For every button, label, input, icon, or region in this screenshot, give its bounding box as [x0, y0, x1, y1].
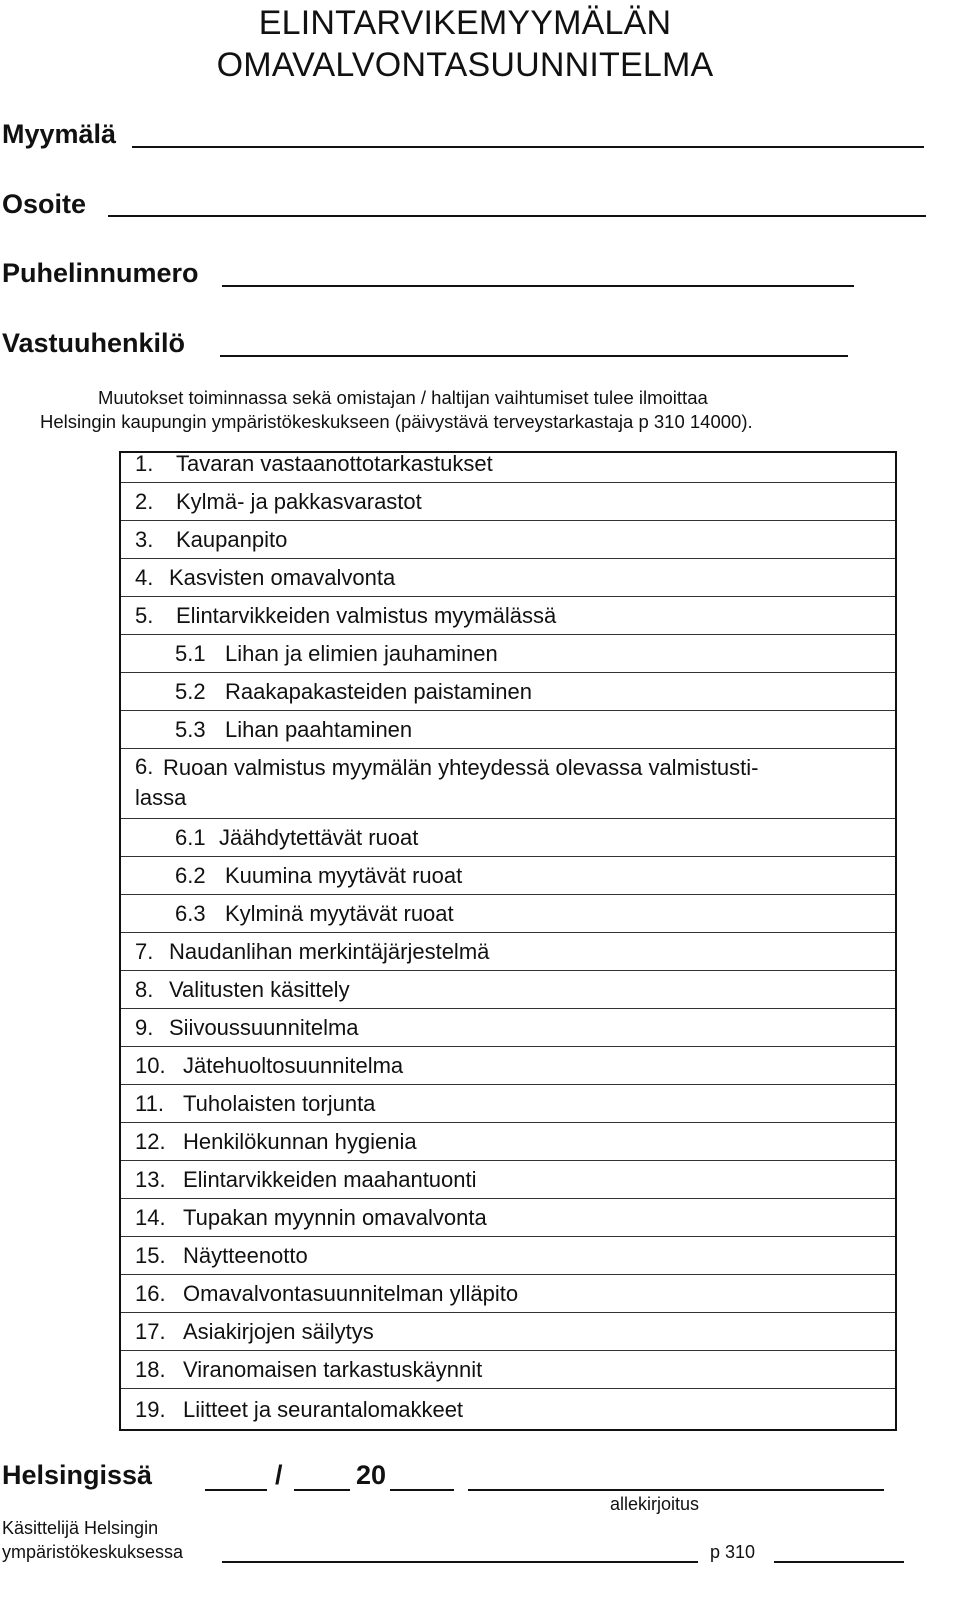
contents-item-number: 4. — [135, 565, 154, 590]
contents-item — [121, 857, 895, 895]
contents-list — [119, 451, 897, 1431]
contents-item-number: 6.3 — [175, 901, 206, 926]
year-line[interactable] — [390, 1489, 454, 1491]
contents-item-label: Kylmä- ja pakkasvarastot — [176, 489, 422, 514]
contents-item-label: Asiakirjojen säilytys — [183, 1319, 374, 1344]
contents-item-label: Kylminä myytävät ruoat — [225, 901, 454, 926]
handler-label-1: Käsittelijä Helsingin — [2, 1518, 159, 1538]
contents-item-number: 17. — [135, 1319, 166, 1344]
contents-item-number: 3. — [135, 527, 154, 552]
contents-item-label: Viranomaisen tarkastuskäynnit — [183, 1357, 483, 1382]
change-notice — [0, 386, 930, 434]
contents-item — [121, 483, 895, 521]
contents-item — [121, 1085, 895, 1123]
handler-phone-line[interactable] — [774, 1561, 904, 1563]
contents-item — [121, 1009, 895, 1047]
contents-item-label: Kasvisten omavalvonta — [169, 565, 396, 590]
contents-item — [121, 1161, 895, 1199]
contents-item — [121, 521, 895, 559]
signature-line[interactable] — [468, 1489, 884, 1491]
contents-item-number: 5. — [135, 603, 154, 628]
contents-item-label: Elintarvikkeiden maahantuonti — [183, 1167, 477, 1192]
handler-label-2: ympäristökeskuksessa — [2, 1542, 184, 1562]
contents-item — [121, 1275, 895, 1313]
contact-line[interactable] — [220, 355, 848, 357]
place-label: Helsingissä — [2, 1460, 153, 1490]
phone-line[interactable] — [222, 285, 854, 287]
contents-item-number: 1. — [135, 451, 154, 476]
address-line[interactable] — [108, 215, 926, 217]
title-line-2: OMAVALVONTASUUNNITELMA — [216, 46, 714, 84]
contents-item — [121, 1389, 895, 1429]
contents-item-label: Omavalvontasuunnitelman ylläpito — [183, 1281, 519, 1306]
store-label: Myymälä — [2, 119, 117, 149]
contents-item-label: Tupakan myynnin omavalvonta — [183, 1205, 487, 1230]
contents-item-number: 5.1 — [175, 641, 206, 666]
date-slash: / — [275, 1460, 283, 1490]
contents-item-label: Lihan ja elimien jauhaminen — [225, 641, 498, 666]
contents-item-number: 2. — [135, 489, 154, 514]
contents-item — [121, 559, 895, 597]
contents-item-label: Kuumina myytävät ruoat — [225, 863, 463, 888]
signature-caption: allekirjoitus — [610, 1494, 700, 1514]
phone-label: Puhelinnumero — [2, 258, 199, 288]
contents-item — [121, 1237, 895, 1275]
contents-item-label: Jäähdytettävät ruoat — [219, 825, 419, 850]
contents-item — [121, 1123, 895, 1161]
contents-item-number: 7. — [135, 939, 154, 964]
contents-item-number: 16. — [135, 1281, 166, 1306]
address-label: Osoite — [2, 189, 87, 219]
contents-item-number: 12. — [135, 1129, 166, 1154]
contents-item-number: 10. — [135, 1053, 166, 1078]
contents-item-label: Siivoussuunnitelma — [169, 1015, 359, 1040]
contents-item — [121, 1199, 895, 1237]
contact-label: Vastuuhenkilö — [2, 328, 186, 358]
contents-item — [121, 711, 895, 749]
contents-item-label: Kaupanpito — [176, 527, 288, 552]
store-line[interactable] — [132, 146, 924, 148]
contents-item-label: Näytteenotto — [183, 1243, 308, 1268]
contents-item-label: Tavaran vastaanottotarkastukset — [176, 451, 493, 476]
contents-item-label: Valitusten käsittely — [169, 977, 350, 1002]
contents-item-number: 6.2 — [175, 863, 206, 888]
contents-item — [121, 673, 895, 711]
contents-item — [121, 971, 895, 1009]
month-line[interactable] — [294, 1489, 350, 1491]
day-line[interactable] — [205, 1489, 267, 1491]
contents-item-number: 5.2 — [175, 679, 206, 704]
contents-item-number: 14. — [135, 1205, 166, 1230]
handler-line[interactable] — [222, 1561, 698, 1563]
contents-item-number: 18. — [135, 1357, 166, 1382]
contents-item-number: 15. — [135, 1243, 166, 1268]
contents-item-number: 8. — [135, 977, 154, 1002]
title-line-1: ELINTARVIKEMYYMÄLÄN — [258, 4, 672, 42]
contents-item-label: Naudanlihan merkintäjärjestelmä — [169, 939, 490, 964]
contents-item-label: Elintarvikkeiden valmistus myymälässä — [176, 603, 557, 628]
contents-item-number: 13. — [135, 1167, 166, 1192]
contents-item-number: 9. — [135, 1015, 154, 1040]
contents-item — [121, 597, 895, 635]
contents-item-label: Raakapakasteiden paistaminen — [225, 679, 532, 704]
contents-item — [121, 819, 895, 857]
notice-line-1: Muutokset toiminnassa sekä omistajan / haltijan vaihtumiset tulee ilmoittaa — [98, 387, 708, 408]
contents-item-number: 6. — [135, 754, 154, 779]
contents-item-label: Jätehuoltosuunnitelma — [183, 1053, 404, 1078]
contents-item-label: Henkilökunnan hygienia — [183, 1129, 417, 1154]
contents-item — [121, 635, 895, 673]
contents-item-label: Ruoan valmistus myymälän yhteydessä olevassa valmistusti- lassa — [135, 755, 759, 810]
contents-item — [121, 1351, 895, 1389]
contents-item — [121, 749, 895, 819]
contents-item-number: 11. — [135, 1091, 164, 1116]
contents-item-number: 5.3 — [175, 717, 206, 742]
contents-item-label: Liitteet ja seurantalomakkeet — [183, 1397, 464, 1422]
contents-item — [121, 1313, 895, 1351]
contents-item-number: 19. — [135, 1397, 166, 1422]
contents-item — [121, 895, 895, 933]
contents-item-label: Tuholaisten torjunta — [183, 1091, 376, 1116]
year-prefix: 20 — [356, 1460, 387, 1490]
contents-item-number: 6.1 — [175, 825, 206, 850]
page-title — [0, 2, 930, 86]
notice-line-2: Helsingin kaupungin ympäristökeskukseen (päivystävä terveystarkastaja p 310 14000). — [40, 411, 753, 432]
contents-item — [121, 1047, 895, 1085]
contents-item-label: Lihan paahtaminen — [225, 717, 413, 742]
handler-phone-prefix: p 310 — [710, 1542, 756, 1562]
contents-item — [121, 453, 895, 483]
contents-item — [121, 933, 895, 971]
